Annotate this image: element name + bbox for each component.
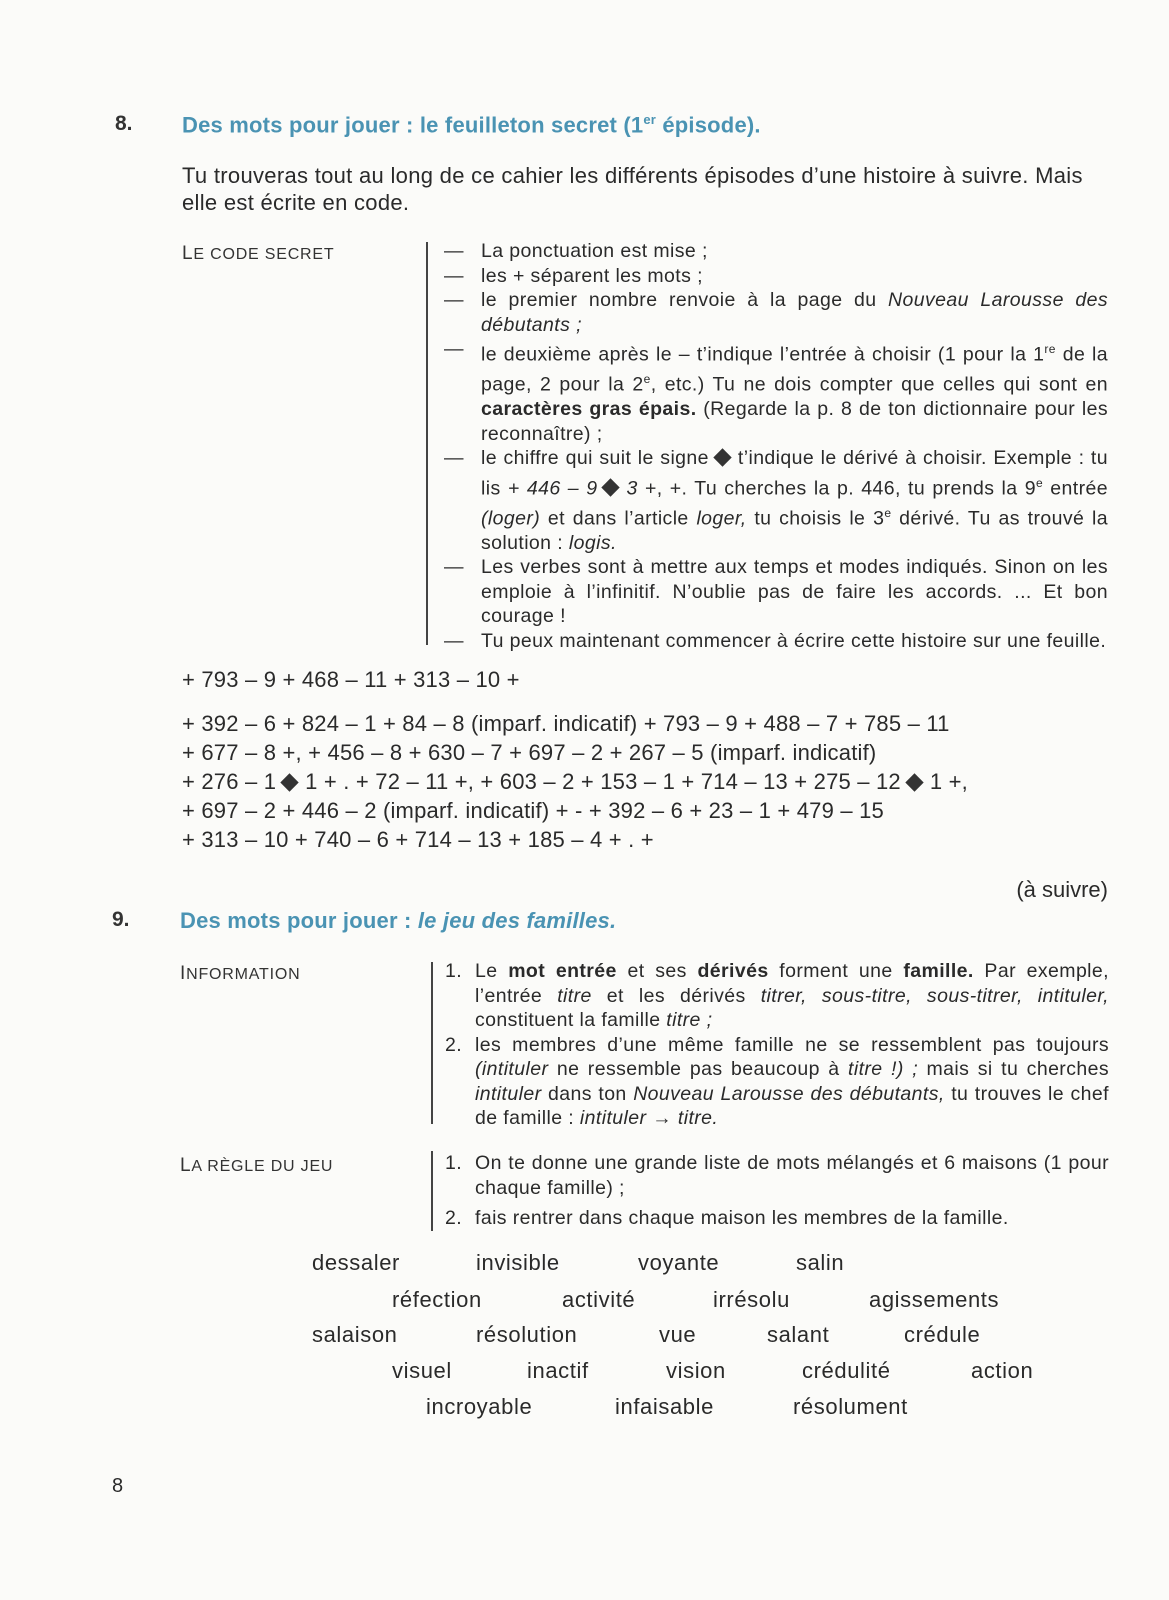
section-8-intro: Tu trouveras tout au long de ce cahier les différents épisodes d’une histoire à suivre. Mais elle est écrite en code.: [182, 163, 1083, 215]
word: voyante: [638, 1250, 720, 1275]
rule-item: — les + séparent les mots ;: [444, 264, 703, 287]
diamond-icon: [713, 449, 731, 467]
word: vision: [666, 1358, 726, 1383]
code-secret-label: LE CODE SECRET: [182, 243, 335, 264]
code-line: + 392 – 6 + 824 – 1 + 84 – 8 (imparf. indicatif) + 793 – 9 + 488 – 7 + 785 – 11: [182, 711, 950, 736]
word: réfection: [392, 1287, 482, 1312]
word: infaisable: [615, 1394, 714, 1419]
regle-du-jeu-label: LA RÈGLE DU JEU: [180, 1155, 334, 1176]
page-number: 8: [112, 1475, 124, 1497]
word: salin: [796, 1250, 845, 1275]
rule-item: — Les verbes sont à mettre aux temps et modes indiqués. Sinon on les emploie à l’infinitif. N’oublie pas de faire les accords. ... Et bon courage !: [444, 556, 1108, 627]
code-line: + 313 – 10 + 740 – 6 + 714 – 13 + 185 – 4 + . +: [182, 827, 654, 852]
diamond-icon: [280, 773, 298, 791]
game-rule-item: 2. fais rentrer dans chaque maison les membres de la famille.: [445, 1207, 1009, 1229]
rule-item: — La ponctuation est mise ;: [444, 240, 708, 262]
word: résolument: [793, 1394, 908, 1419]
word: résolution: [476, 1322, 578, 1347]
word: salaison: [312, 1322, 398, 1347]
word: crédulité: [802, 1358, 891, 1383]
rule-item: — le deuxième après le – t’indique l’entrée à choisir (1 pour la 1re de la page, 2 pour la 2e, etc.) Tu ne dois compter que celles qui sont en caractères gras épais. (Regarde la p. 8 de ton dictionnaire pour les reconnaître) ;: [444, 338, 1108, 445]
information-list: [445, 959, 1109, 1131]
code-line: + 793 – 9 + 468 – 11 + 313 – 10 +: [182, 667, 520, 692]
word: invisible: [476, 1250, 560, 1275]
diamond-icon: [602, 479, 620, 497]
code-line: + 276 – 1 1 + . + 72 – 11 +, + 603 – 2 + 153 – 1 + 714 – 13 + 275 – 12 1 +,: [182, 769, 968, 794]
word: vue: [659, 1322, 697, 1347]
info-divider: [431, 962, 433, 1124]
info-item: 2. les membres d’une même famille ne se ressemblent pas toujours (intituler ne ressemble pas beaucoup à titre !) ; mais si tu cherches intituler dans ton Nouveau Larousse des débutants, tu trouves le chef de famille : intituler → titre.: [445, 1033, 1109, 1129]
info-item: 1. Le mot entrée et ses dérivés forment une famille. Par exemple, l’entrée titre et les dérivés titrer, sous-titre, sous-titrer, intituler, constituent la famille titre ;: [445, 960, 1109, 1031]
word: action: [971, 1358, 1034, 1383]
word: crédule: [904, 1322, 981, 1347]
section-8-title: Des mots pour jouer : le feuilleton secret (1er épisode).: [182, 112, 761, 138]
word: visuel: [392, 1358, 452, 1383]
diamond-icon: [905, 773, 923, 791]
rule-item: — le premier nombre renvoie à la page du Nouveau Larousse des débutants ;: [444, 289, 1108, 336]
rule-item: — Tu peux maintenant commencer à écrire cette histoire sur une feuille.: [444, 629, 1107, 652]
word: incroyable: [426, 1394, 533, 1419]
word: irrésolu: [713, 1287, 790, 1312]
word: agissements: [869, 1287, 1000, 1312]
word: activité: [562, 1287, 636, 1312]
code-line: + 697 – 2 + 446 – 2 (imparf. indicatif) + - + 392 – 6 + 23 – 1 + 479 – 15: [182, 798, 884, 823]
game-rule-item: 1. On te donne une grande liste de mots mélangés et 6 maisons (1 pour chaque famille) ;: [445, 1152, 1109, 1199]
information-label: INFORMATION: [180, 963, 301, 984]
game-rules-list: [445, 1151, 1109, 1231]
section-9-number: 9.: [112, 908, 130, 931]
word: dessaler: [312, 1250, 400, 1275]
rules-divider: [426, 242, 428, 645]
a-suivre-note: (à suivre): [1016, 877, 1108, 902]
code-line: + 677 – 8 +, + 456 – 8 + 630 – 7 + 697 – 2 + 267 – 5 (imparf. indicatif): [182, 740, 877, 765]
word: inactif: [527, 1358, 589, 1383]
section-8-number: 8.: [115, 112, 133, 135]
code-rules-list: [444, 239, 1108, 653]
section-9-title: Des mots pour jouer : le jeu des familles.: [180, 908, 617, 933]
word: salant: [767, 1322, 830, 1347]
rule-item: — le chiffre qui suit le signe t’indique le dérivé à choisir. Exemple : tu lis + 446 – 9 3 +, +. Tu cherches la p. 446, tu prends la 9e entrée (loger) et dans l’article loger, tu choisis le 3e dérivé. Tu as trouvé la solution : logis.: [444, 447, 1108, 554]
rule-divider: [431, 1151, 433, 1231]
